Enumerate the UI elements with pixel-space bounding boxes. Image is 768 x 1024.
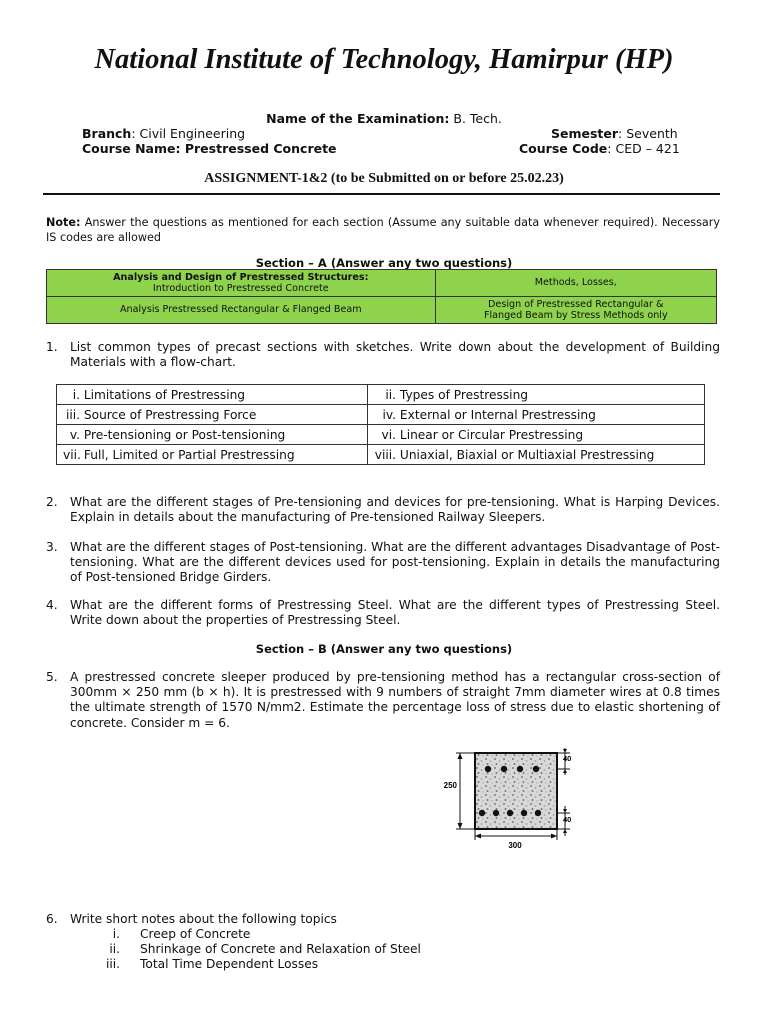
- wire: [507, 810, 513, 816]
- topic-text: Source of Prestressing Force: [83, 407, 257, 422]
- topic-text: External or Internal Prestressing: [399, 407, 596, 422]
- course-name-value: : Prestressed Concrete: [175, 141, 337, 156]
- topics-row: [57, 385, 705, 405]
- subtopic-text: Creep of Concrete: [140, 927, 251, 941]
- topic-number: i.: [72, 387, 80, 402]
- question-text: A prestressed concrete sleeper produced by pre-tensioning method has a rectangular cross-section of 300mm × 250 mm (b × h). It is prestressed with 9 numbers of straight 7mm diameter wires at 0.8 times the ultimate strength of 1570 N/mm2. Estimate the percentage loss of stress due to elastic shortening of concrete. Consider m = 6.: [70, 670, 720, 730]
- topic-cell: [57, 445, 368, 465]
- question-number: 4.: [46, 598, 58, 612]
- wire: [501, 766, 507, 772]
- section-a-label: Section – A: [255, 256, 327, 270]
- height-dimension: [456, 753, 474, 829]
- topic-text: Linear or Circular Prestressing: [399, 427, 584, 442]
- syllabus-cell-title: Analysis and Design of Prestressed Structures:: [113, 271, 369, 283]
- topics-row: [57, 425, 705, 445]
- exam-label: Name of the Examination:: [266, 111, 450, 126]
- width-dimension: [475, 830, 557, 840]
- question-text: List common types of precast sections with sketches. Write down about the development of Building Materials with a flow-chart.: [70, 340, 720, 370]
- section-a-heading: [0, 256, 768, 270]
- topic-text: Pre-tensioning or Post-tensioning: [83, 427, 286, 442]
- subtopic-number: ii.: [109, 942, 120, 956]
- section-b-heading: [0, 642, 768, 656]
- institute-title: National Institute of Technology, Hamirpur (HP): [94, 44, 674, 75]
- height-label: 250: [443, 781, 457, 790]
- sleeper-cross-section-figure: [430, 748, 590, 852]
- topic-number: vi.: [381, 427, 397, 442]
- topic-number: v.: [69, 427, 80, 442]
- topic-cell: [57, 405, 368, 425]
- question-1: [46, 340, 720, 370]
- topic-number: iii.: [65, 407, 80, 422]
- topic-cell: [368, 445, 705, 465]
- branch-value: : Civil Engineering: [131, 126, 246, 141]
- wire: [535, 810, 541, 816]
- exam-name-line: [0, 111, 768, 126]
- topic-number: ii.: [385, 387, 397, 402]
- subtopic-number: iii.: [105, 957, 120, 971]
- syllabus-cell: Analysis Prestressed Rectangular & Flanged Beam: [47, 297, 436, 324]
- question-text: What are the different forms of Prestressing Steel. What are the different types of Prestressing Steel. Write down about the properties of Prestressing Steel.: [70, 598, 720, 628]
- syllabus-cell: Methods, Losses,: [435, 270, 716, 297]
- question-3: [46, 540, 720, 586]
- topic-number: iv.: [382, 407, 397, 422]
- question-number: 5.: [46, 670, 58, 684]
- topics-row: [57, 405, 705, 425]
- question-number: 3.: [46, 540, 58, 554]
- wire: [521, 810, 527, 816]
- section-b-instruction: (Answer any two questions): [326, 642, 513, 656]
- topic-cell: [368, 405, 705, 425]
- question-text: What are the different stages of Pre-tensioning and devices for pre-tensioning. What is Harping Devices. Explain in details about the manufacturing of Pre-tensioned Railway Sleepers.: [70, 495, 720, 525]
- wire: [533, 766, 539, 772]
- header-divider: [43, 193, 720, 195]
- topics-row: [57, 445, 705, 465]
- note-text: Answer the questions as mentioned for each section (Assume any suitable data whenever required). Necessary IS codes are allowed: [46, 216, 720, 244]
- topics-table: [56, 384, 705, 465]
- semester-value: : Seventh: [618, 126, 678, 141]
- course-name-line: [82, 141, 337, 156]
- topic-text: Types of Prestressing: [399, 387, 529, 402]
- subtopic-text: Shrinkage of Concrete and Relaxation of Steel: [140, 942, 421, 956]
- question-text: What are the different stages of Post-tensioning. What are the different advantages Disadvantage of Post-tensioning. What are the different devices used for post-tensioning. Explain in details the manufacturing of Post-tensioned Bridge Girders.: [70, 540, 720, 585]
- topic-number: viii.: [374, 447, 397, 462]
- syllabus-cell-line: Design of Prestressed Rectangular &: [488, 298, 664, 310]
- course-code-line: [519, 141, 680, 156]
- wire: [485, 766, 491, 772]
- assignment-title: ASSIGNMENT-1&2 (to be Submitted on or before 25.02.23): [204, 171, 564, 186]
- topic-text: Uniaxial, Biaxial or Multiaxial Prestressing: [399, 447, 655, 462]
- course-name-label: Course Name: [82, 141, 176, 156]
- wire: [517, 766, 523, 772]
- question-4: [46, 598, 720, 628]
- concrete-section-rect: [475, 753, 557, 829]
- question-text: Write short notes about the following topics: [70, 912, 337, 926]
- wire: [493, 810, 499, 816]
- note-label: Note:: [46, 216, 81, 229]
- topic-cell: [368, 425, 705, 445]
- question-5: [46, 670, 720, 731]
- question-number: 2.: [46, 495, 58, 509]
- question-6: [46, 912, 720, 927]
- subtopic-text: Total Time Dependent Losses: [140, 957, 319, 971]
- topic-cell: [368, 385, 705, 405]
- semester-label: Semester: [551, 126, 619, 141]
- semester-line: [551, 126, 678, 141]
- syllabus-cell: [47, 270, 436, 297]
- syllabus-cell-subtitle: Introduction to Prestressed Concrete: [152, 283, 329, 294]
- note-paragraph: [46, 216, 720, 245]
- course-code-label: Course Code: [519, 141, 608, 156]
- course-code-value: : CED – 421: [607, 141, 680, 156]
- exam-value: B. Tech.: [453, 111, 502, 126]
- question-number: 6.: [46, 912, 58, 926]
- branch-line: [82, 126, 245, 141]
- syllabus-cell-line: Flanged Beam by Stress Methods only: [483, 310, 668, 321]
- bottom-cover-label: 40: [563, 815, 572, 824]
- wire: [479, 810, 485, 816]
- section-b-label: Section – B: [255, 642, 327, 656]
- syllabus-table: [46, 269, 717, 324]
- question-2: [46, 495, 720, 525]
- topic-text: Limitations of Prestressing: [83, 387, 246, 402]
- topic-number: vii.: [63, 447, 81, 462]
- question-number: 1.: [46, 340, 58, 354]
- subtopic-number: i.: [112, 927, 120, 941]
- topic-text: Full, Limited or Partial Prestressing: [83, 447, 295, 462]
- top-cover-label: 40: [563, 754, 572, 763]
- syllabus-cell: [435, 297, 716, 324]
- section-a-instruction: (Answer any two questions): [326, 256, 513, 270]
- syllabus-row: [47, 270, 717, 297]
- branch-label: Branch: [82, 126, 132, 141]
- width-label: 300: [508, 841, 522, 850]
- syllabus-row: [47, 297, 717, 324]
- topic-cell: [57, 425, 368, 445]
- topic-cell: [57, 385, 368, 405]
